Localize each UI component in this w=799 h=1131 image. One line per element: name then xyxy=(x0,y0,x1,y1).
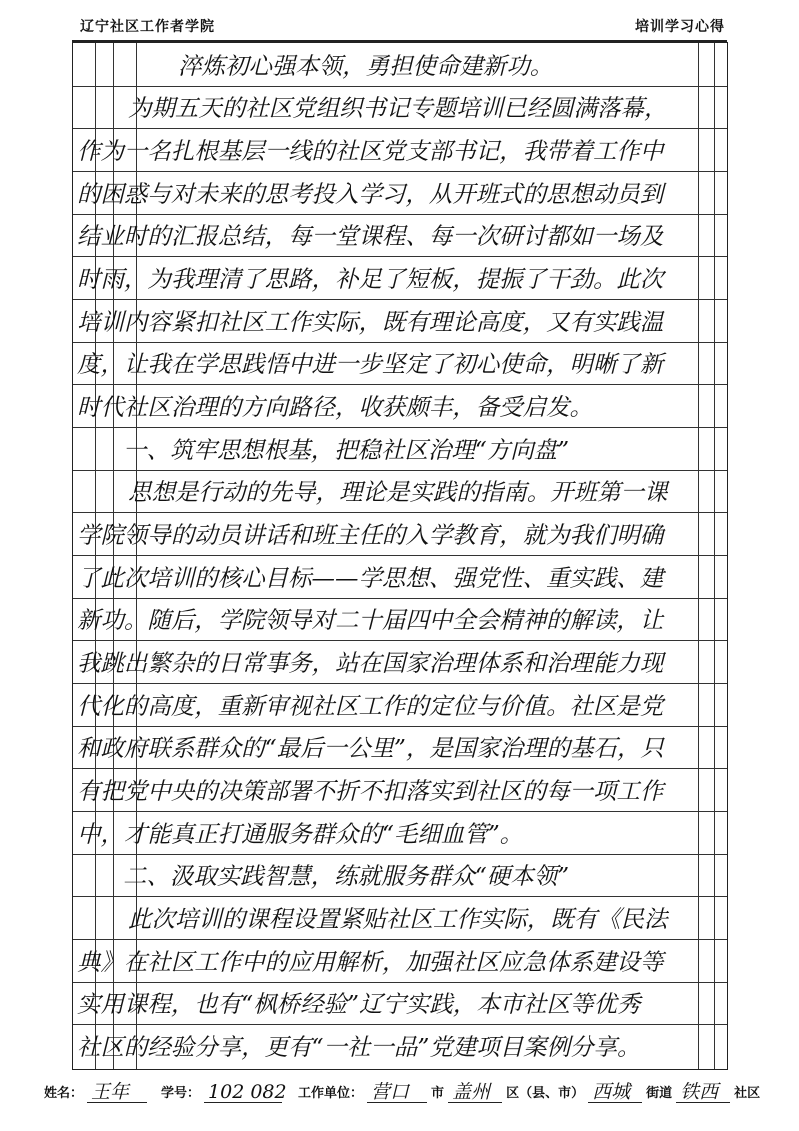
text-line: 为期五天的社区党组织书记专题培训已经圆满落幕， xyxy=(128,94,668,123)
name-label: 姓名： xyxy=(44,1086,84,1101)
text-line: 时雨，为我理清了思路，补足了短板，提振了干劲。此次 xyxy=(77,265,664,293)
community-label: 社区 xyxy=(734,1086,761,1101)
text-line: 实用课程，也有“枫桥经验”辽宁实践，本市社区等优秀 xyxy=(77,990,641,1019)
text-line: 培训内容紧扣社区工作实际，既有理论高度，又有实践温 xyxy=(77,307,664,336)
street-value: 西城 xyxy=(588,1082,642,1103)
text-line: 代化的高度，重新审视社区工作的定位与价值。社区是党 xyxy=(77,691,664,720)
text-line: 新功。随后，学院领导对二十届四中全会精神的解读，让 xyxy=(77,606,664,635)
student-name: 王年 xyxy=(87,1082,147,1103)
text-line: 思想是行动的先导，理论是实践的指南。开班第一课 xyxy=(128,478,668,507)
text-line: 此次培训的课程设置紧贴社区工作实际，既有《民法 xyxy=(128,905,668,933)
essay-title: 淬炼初心强本领，勇担使命建新功。 xyxy=(178,51,554,80)
text-line: 有把党中央的决策部署不折不扣落实到社区的每一项工作 xyxy=(77,777,664,805)
work-unit-label: 工作单位： xyxy=(298,1086,364,1101)
text-line: 了此次培训的核心目标——学思想、强党性、重实践、建 xyxy=(77,563,664,592)
text-line: 我跳出繁杂的日常事务，站在国家治理体系和治理能力现 xyxy=(77,649,664,677)
text-line: 时代社区治理的方向路径，收获颇丰，备受启发。 xyxy=(77,393,593,421)
text-line: 作为一名扎根基层一线的社区党支部书记，我带着工作中 xyxy=(77,137,664,165)
text-line: 结业时的汇报总结，每一堂课程、每一次研讨都如一场及 xyxy=(77,222,664,251)
city-value: 营口 xyxy=(367,1082,427,1103)
district-label: 区（县、市） xyxy=(506,1086,585,1101)
student-id: 102 082 xyxy=(204,1082,282,1103)
document-type: 培训学习心得 xyxy=(635,19,725,35)
community-value: 铁西 xyxy=(676,1082,730,1103)
city-label: 市 xyxy=(431,1086,445,1101)
text-line: 和政府联系群众的“最后一公里”，是国家治理的基石，只 xyxy=(77,734,664,763)
text-line: 度，让我在学思践悟中进一步坚定了初心使命，明晰了新 xyxy=(77,350,664,379)
district-value: 盖州 xyxy=(448,1082,502,1103)
street-label: 街道 xyxy=(646,1086,673,1101)
lined-writing-sheet xyxy=(72,42,728,1070)
section-heading: 一、筑牢思想根基，把稳社区治理“方向盘” xyxy=(123,435,570,464)
text-line: 的困惑与对未来的思考投入学习，从开班式的思想动员到 xyxy=(77,179,664,208)
institute-name: 辽宁社区工作者学院 xyxy=(80,19,215,35)
section-heading: 二、汲取实践智慧，练就服务群众“硬本领” xyxy=(123,862,570,891)
student-id-label: 学号： xyxy=(161,1086,201,1101)
text-line: 中，才能真正打通服务群众的“毛细血管”。 xyxy=(77,819,524,848)
text-line: 学院领导的动员讲话和班主任的入学教育，就为我们明确 xyxy=(77,521,664,549)
text-line: 社区的经验分享，更有“一社一品”党建项目案例分享。 xyxy=(77,1033,641,1061)
student-info-footer xyxy=(44,1081,761,1103)
text-line: 典》在社区工作中的应用解析，加强社区应急体系建设等 xyxy=(77,947,664,976)
